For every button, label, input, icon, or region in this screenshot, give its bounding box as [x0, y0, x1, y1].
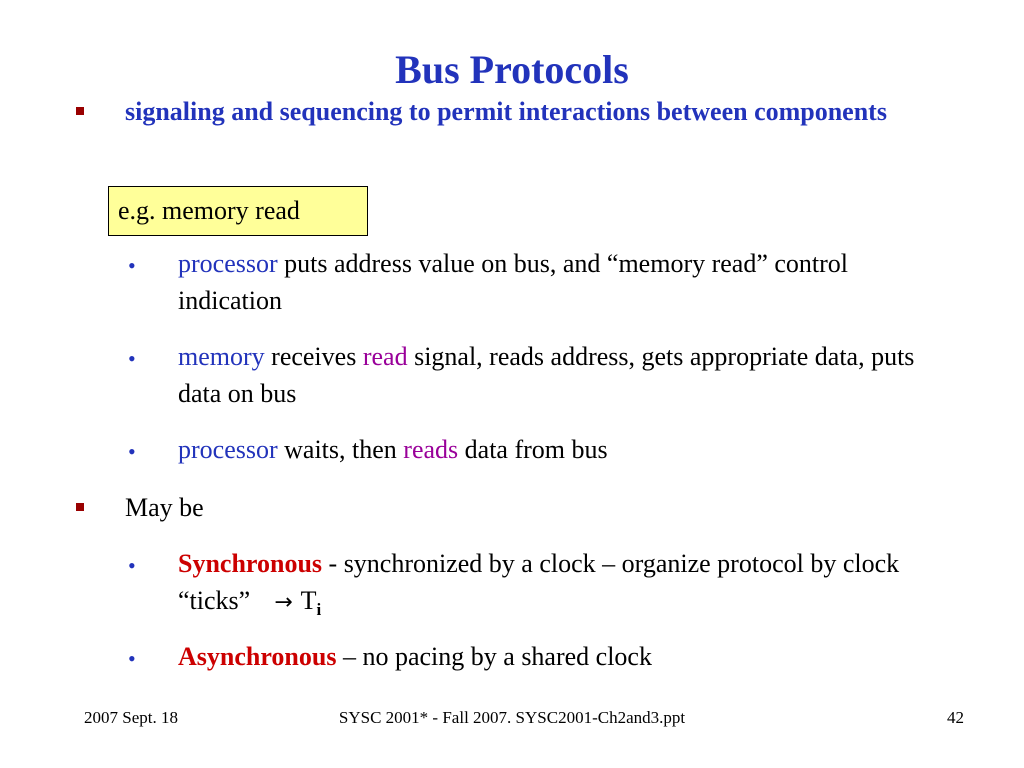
slide-title: Bus Protocols: [395, 47, 629, 92]
sub2-text-2: signal, reads address, gets appropriate data, puts data on bus: [178, 342, 915, 408]
sub-bullet-synchronous: [178, 545, 948, 628]
sub-bullet-processor-puts: [178, 245, 948, 319]
sub3-text-2: data from bus: [458, 435, 608, 464]
bullet-dot-icon: •: [128, 346, 136, 371]
sub4-text: - synchronized by a clock – organize protocol by clock “ticks”: [178, 549, 900, 615]
square-bullet-icon: [76, 107, 84, 115]
bullet-dot-icon: •: [128, 646, 136, 671]
footer-page-number: 42: [947, 708, 964, 727]
term-processor: processor: [178, 435, 278, 464]
term-memory: memory: [178, 342, 265, 371]
term-read: read: [362, 342, 408, 371]
bullet-signaling: signaling and sequencing to permit interactions between components: [125, 97, 887, 126]
footer-date: 2007 Sept. 18: [84, 708, 178, 727]
sub1-text: puts address value on bus, and “memory read” control indication: [178, 249, 849, 315]
square-bullet-icon: [76, 503, 84, 511]
footer-course: SYSC 2001* - Fall 2007. SYSC2001-Ch2and3.ppt: [338, 708, 686, 727]
sub5-text: – no pacing by a shared clock: [336, 642, 652, 671]
term-reads: reads: [403, 435, 459, 464]
sub-bullet-processor-waits: [178, 431, 948, 468]
right-arrow-icon: →: [274, 590, 293, 615]
term-synchronous: Synchronous: [178, 549, 323, 578]
example-box: e.g. memory read: [108, 186, 368, 236]
bullet-dot-icon: •: [128, 439, 136, 464]
sub3-text-1: waits, then: [277, 435, 404, 464]
sub-bullet-memory-receives: [178, 338, 948, 412]
term-asynchronous: Asynchronous: [178, 642, 337, 671]
bullet-dot-icon: •: [128, 553, 136, 578]
bullet-may-be: May be: [125, 493, 204, 522]
sub-bullet-asynchronous: [178, 638, 948, 675]
bullet-dot-icon: •: [128, 253, 136, 278]
t-subscript: i: [316, 600, 322, 620]
t-symbol: T: [300, 586, 317, 615]
sub2-text-1: receives: [264, 342, 363, 371]
term-processor: processor: [178, 249, 278, 278]
